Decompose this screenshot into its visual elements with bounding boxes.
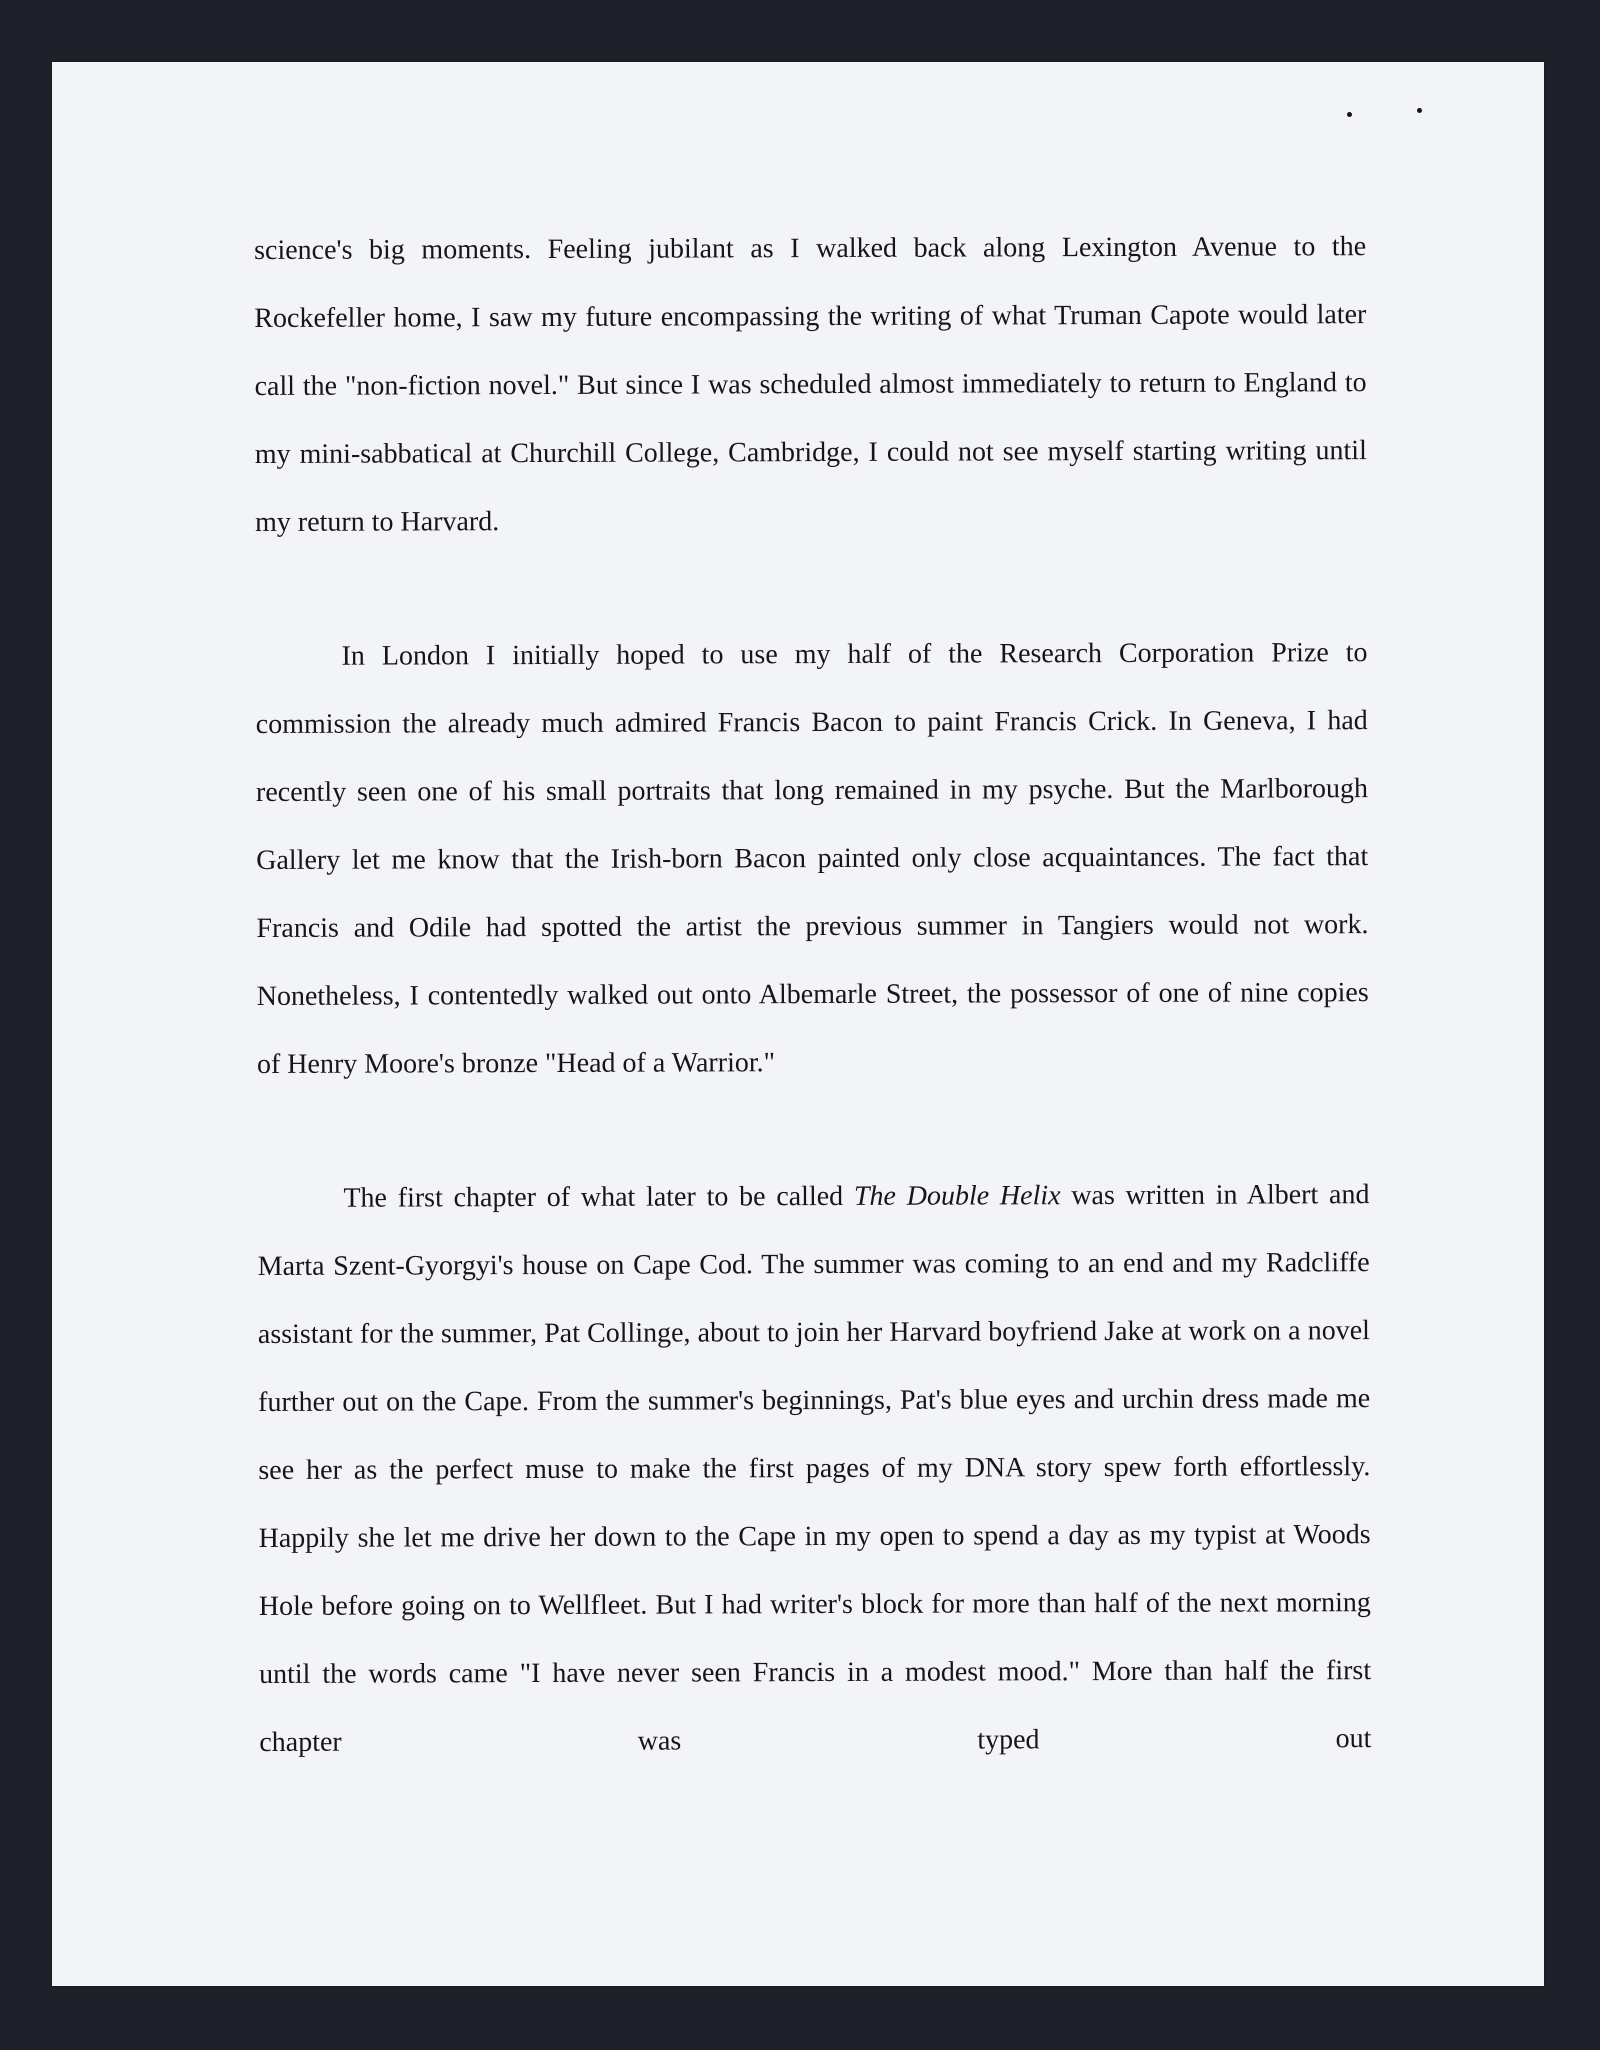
punch-mark	[1346, 111, 1353, 118]
manuscript-page	[52, 62, 1544, 1986]
paragraph-3	[257, 1161, 1371, 1777]
book-title: The Double Helix	[853, 1180, 1061, 1212]
paragraph-1: science's big moments. Feeling jubilant as I walked back along Lexington Avenue to the Rockefeller home, I saw my future encompassing the writing of what Truman Capote would later call the "non-fiction novel." But since I was scheduled almost immediately to return to England to my mini-sabbatical at Churchill College, Cambridge, I could not see myself starting writing until my return to Harvard.	[254, 231, 1367, 538]
punch-mark	[1417, 108, 1422, 113]
paragraph-3-rest: was written in Albert and Marta Szent-Gyorgyi's house on Cape Cod. The summer was coming to an end and my Radcliffe assistant for the summer, Pat Collinge, about to join her Harvard boyfriend Jake at work on a novel further out on the Cape. From the summer's beginnings, Pat's blue eyes and urchin dress made me see her as the perfect muse to make the first pages of my DNA story spew forth effortlessly. Happily she let me drive her down to the Cape in my open to spend a day as my typist at Woods Hole before going on to Wellfleet. But I had writer's block for more than half of the next morning until the words came "I have never seen Francis in a modest mood." More than half the first chapter was typed out	[257, 1179, 1372, 1758]
paragraph-2: In London I initially hoped to use my half of the Research Corporation Prize to commission the already much admired Francis Bacon to paint Francis Crick. In Geneva, I had recently seen one of his small portraits that long remained in my psyche. But the Marlborough Gallery let me know that the Irish-born Bacon painted only close acquaintances. The fact that Francis and Odile had spotted the artist the previous summer in Tangiers would not work. Nonetheless, I contentedly walked out onto Albemarle Street, the possessor of one of nine copies of Henry Moore's bronze "Head of a Warrior."	[255, 637, 1369, 1080]
paragraph-3-lead: The first chapter of what later to be called	[343, 1180, 854, 1214]
manuscript-text	[254, 213, 1371, 1777]
